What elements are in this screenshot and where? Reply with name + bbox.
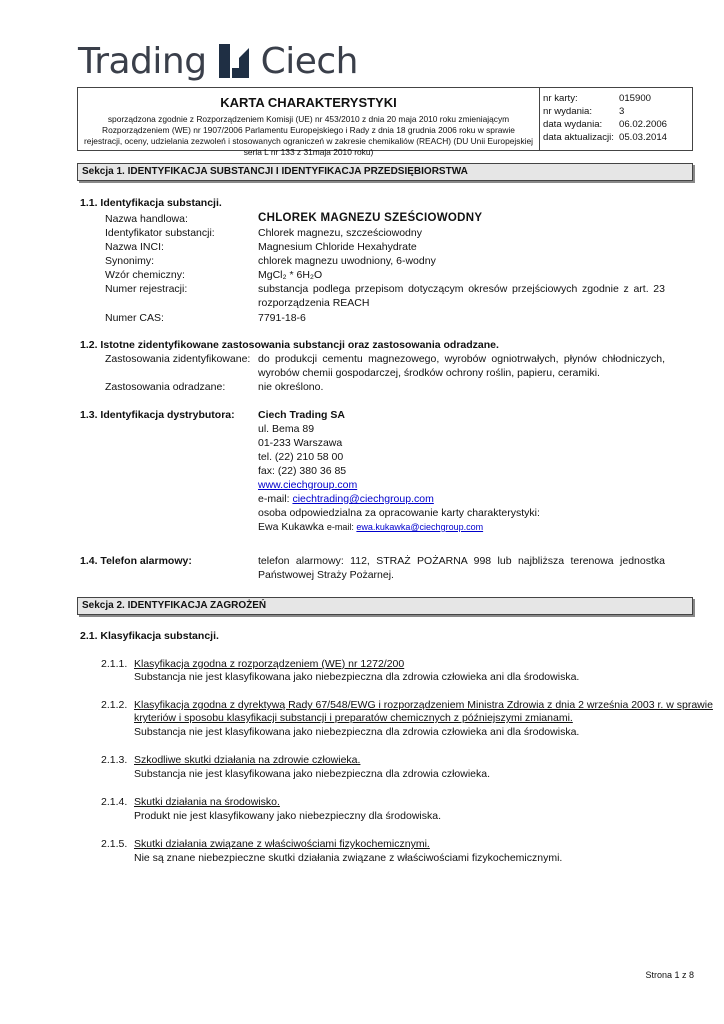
document-title: KARTA CHARAKTERYSTYKI	[220, 95, 397, 110]
item-description: Nie są znane niebezpieczne skutki działania związane z właściwościami fizykochemicznymi.	[134, 852, 563, 864]
document-header	[77, 87, 693, 157]
synonyms-label: Synonimy:	[105, 255, 155, 267]
formula-value: MgCl₂ * 6H₂O	[258, 269, 323, 281]
item-title: Skutki działania związane z właściwościami fizykochemicznymi.	[134, 838, 430, 850]
item-number: 2.1.4.	[101, 796, 128, 808]
trade-name-value: CHLOREK MAGNEZU SZEŚCIOWODNY	[258, 212, 483, 224]
logo-mark-icon	[217, 42, 251, 80]
item-title: Skutki działania na środowisko.	[134, 796, 280, 808]
item-title: Szkodliwe skutki działania na zdrowie człowieka.	[134, 754, 361, 766]
meta-label: nr wydania:	[543, 106, 593, 117]
subsection-1-2: 1.2. Istotne zidentyfikowane zastosowania substancji oraz zastosowania odradzane.	[80, 339, 499, 351]
cas-label: Numer CAS:	[105, 312, 164, 324]
email-label: e-mail:	[258, 493, 293, 505]
identifier-value: Chlorek magnezu, szcześciowodny	[258, 227, 422, 239]
cas-value: 7791-18-6	[258, 312, 306, 324]
section-1-header: Sekcja 1. IDENTYFIKACJA SUBSTANCJI I IDENTYFIKACJA PRZEDSIĘBIORSTWA	[77, 163, 693, 181]
item-number: 2.1.3.	[101, 754, 128, 766]
distributor-fax: fax: (22) 380 36 85	[258, 465, 347, 477]
meta-value: 015900	[619, 93, 652, 104]
person-email-link[interactable]: ewa.kukawka@ciechgroup.com	[356, 522, 484, 532]
distributor-phone: tel. (22) 210 58 00	[258, 451, 344, 463]
meta-label: data aktualizacji:	[543, 132, 614, 143]
distributor-email-row	[258, 493, 434, 506]
subsection-1-3: 1.3. Identyfikacja dystrybutora:	[80, 409, 235, 421]
inci-label: Nazwa INCI:	[105, 241, 164, 253]
page-number: Strona 1 z 8	[645, 970, 694, 980]
identified-uses-label: Zastosowania zidentyfikowane:	[105, 353, 251, 365]
meta-value: 06.02.2006	[619, 119, 668, 130]
identified-uses-value: do produkcji cementu magnezowego, wyrobów ogniotrwałych, płynów chłodniczych, wyrobów chemii gospodarczej, środków ochrony roślin, papieru, ceramiki.	[258, 353, 665, 379]
subsection-1-4: 1.4. Telefon alarmowy:	[80, 555, 192, 567]
item-title: Klasyfikacja zgodna z dyrektywą Rady 67/548/EWG i rozporządzeniem Ministra Zdrowia z dnia 2 września 2003 r. w sprawie	[134, 699, 713, 711]
company-logo	[78, 40, 358, 82]
item-number: 2.1.2.	[101, 699, 128, 711]
inci-value: Magnesium Chloride Hexahydrate	[258, 241, 417, 253]
document-legal-basis: sporządzona zgodnie z Rozporządzeniem Komisji (UE) nr 453/2010 z dnia 20 maja 2010 roku zmieniającym Rozporządzeniem (WE) nr 1907/2006 Parlamentu Europejskiego i Rady z dnia 18 grudnia 2006 roku w sprawie rejestracji, oceny, udzielania zezwoleń i stosowanych ograniczeń w zakresie chemikaliów (REACH) (DU Unii Europejskiej seria L nr 133 z 31maja 2010 roku)	[84, 114, 534, 157]
item-title-cont: kryteriów i sposobu klasyfikacji substancji i preparatów chemicznych z późniejszymi zmianami.	[134, 712, 573, 724]
logo-word-right: Ciech	[260, 40, 358, 82]
meta-value: 3	[619, 106, 625, 117]
item-description: Substancja nie jest klasyfikowana jako niebezpieczna dla zdrowia człowieka.	[134, 768, 491, 780]
subsection-1-1: 1.1. Identyfikacja substancji.	[80, 197, 222, 209]
item-number: 2.1.1.	[101, 658, 128, 670]
synonyms-value: chlorek magnezu uwodniony, 6-wodny	[258, 255, 436, 267]
item-description: Produkt nie jest klasyfikowany jako niebezpieczny dla środowiska.	[134, 810, 441, 822]
responsible-person-label: osoba odpowiedzialna za opracowanie karty charakterystyki:	[258, 507, 540, 519]
meta-label: nr karty:	[543, 93, 578, 104]
emergency-phone-value: telefon alarmowy: 112, STRAŻ POŻARNA 998 lub najbliższa terenowa jednostka Państwowej Straży Pożarnej.	[258, 555, 665, 581]
advised-against-label: Zastosowania odradzane:	[105, 381, 226, 393]
advised-against-value: nie określono.	[258, 381, 324, 393]
item-description: Substancja nie jest klasyfikowana jako niebezpieczna dla zdrowia człowieka ani dla środowiska.	[134, 726, 580, 738]
trade-name-label: Nazwa handlowa:	[105, 213, 188, 225]
responsible-person-name: Ewa Kukawka	[258, 521, 327, 533]
section-2-header: Sekcja 2. IDENTYFIKACJA ZAGROŻEŃ	[77, 597, 693, 615]
distributor-name: Ciech Trading SA	[258, 409, 345, 421]
meta-label: data wydania:	[543, 119, 603, 130]
person-email-label: e-mail:	[326, 522, 357, 532]
formula-label: Wzór chemiczny:	[105, 269, 185, 281]
logo-word-left: Trading	[78, 40, 207, 82]
document-meta	[543, 92, 691, 144]
distributor-email-link[interactable]: ciechtrading@ciechgroup.com	[292, 493, 434, 505]
registration-value: substancja podlega przepisom dotyczącym okresów przejściowych zgodnie z art. 23 rozporządzenia REACH	[258, 283, 665, 309]
item-number: 2.1.5.	[101, 838, 128, 850]
responsible-person-row	[258, 521, 483, 534]
meta-value: 05.03.2014	[619, 132, 668, 143]
distributor-website-link[interactable]: www.ciechgroup.com	[258, 479, 358, 491]
registration-label: Numer rejestracji:	[105, 283, 188, 295]
distributor-street: ul. Bema 89	[258, 423, 315, 435]
subsection-2-1: 2.1. Klasyfikacja substancji.	[80, 630, 219, 642]
item-title: Klasyfikacja zgodna z rozporządzeniem (WE) nr 1272/200	[134, 658, 405, 670]
distributor-city: 01-233 Warszawa	[258, 437, 343, 449]
identifier-label: Identyfikator substancji:	[105, 227, 215, 239]
item-description: Substancja nie jest klasyfikowana jako niebezpieczna dla zdrowia człowieka ani dla środowiska.	[134, 671, 580, 683]
